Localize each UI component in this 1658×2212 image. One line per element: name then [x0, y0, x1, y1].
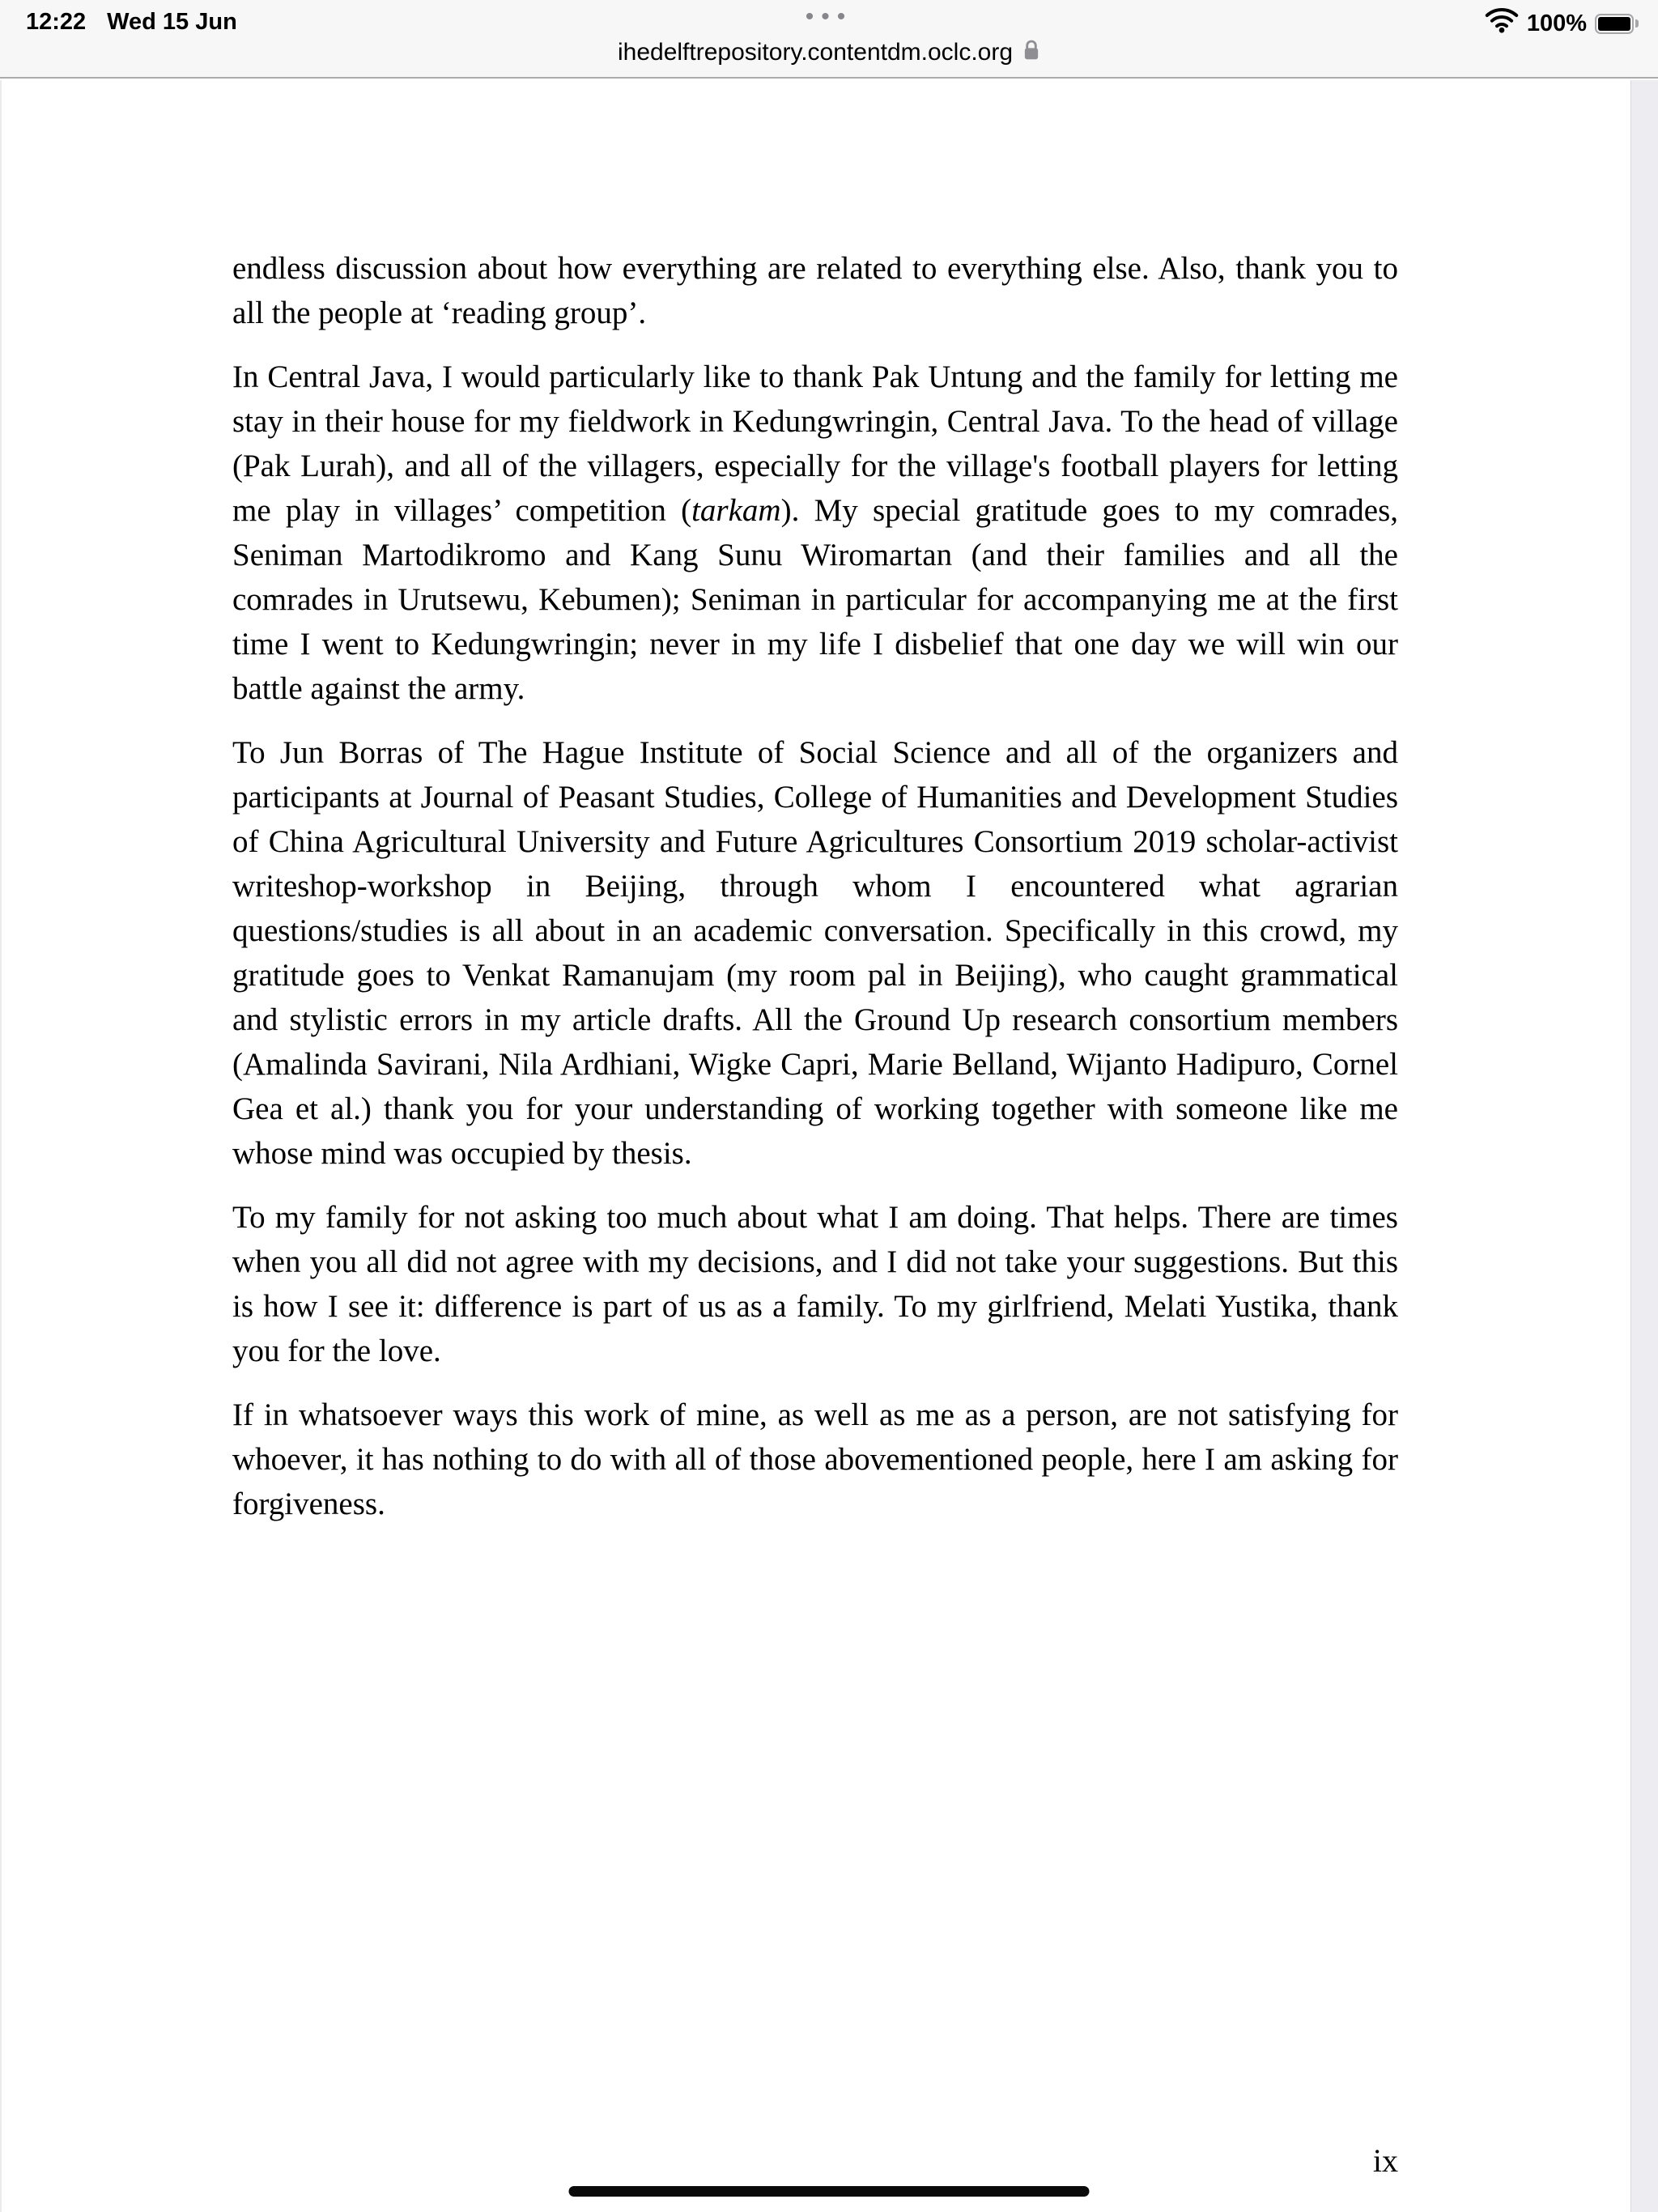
paragraph-segment: ). My special gratitude goes to my comrades, Seniman Martodikromo and Kang Sunu Wiromartan (and their families and all the comrades in Urutsewu, Kebumen); Seniman in particular for accompanying me at the first time I went to Kedungwringin; never in my life I disbelief that one day we will win our battle against the army.	[232, 493, 1398, 706]
page-number: ix	[1372, 2142, 1398, 2179]
status-date: Wed 15 Jun	[107, 9, 237, 35]
paragraph: To Jun Borras of The Hague Institute of Social Science and all of the organizers and participants at Journal of Peasant Studies, College of Humanities and Development Studies of China Agricultural University and Future Agricultures Consortium 2019 scholar-activist writeshop-workshop in Beijing, through whom I encountered what agrarian questions/studies is all about in an academic conversation. Specifically in this crowd, my gratitude goes to Venkat Ramanujam (my room pal in Beijing), who caught grammatical and stylistic errors in my article drafts. All the Ground Up research consortium members (Amalinda Savirani, Nila Ardhiani, Wigke Capri, Marie Belland, Wijanto Hadipuro, Cornel Gea et al.) thank you for your understanding of working together with someone like me whose mind was occupied by thesis.	[232, 735, 1398, 1171]
paragraph: To my family for not asking too much about what I am doing. That helps. There are times when you all did not agree with my decisions, and I did not take your suggestions. But this is how I see it: difference is part of us as a family. To my girlfriend, Melati Yustika, thank you for the love.	[232, 1200, 1398, 1368]
lock-icon	[1022, 38, 1040, 69]
status-time: 12:22	[26, 9, 87, 35]
battery-percent: 100%	[1526, 10, 1587, 36]
pdf-page[interactable]	[0, 80, 1658, 2212]
paragraph: If in whatsoever ways this work of mine, as well as me as a person, are not satisfying for whoever, it has nothing to do with all of those abovementioned people, here I am asking for forgiveness.	[232, 1397, 1398, 1521]
page-left-edge	[0, 80, 2, 2212]
status-right	[1485, 7, 1639, 40]
paragraph	[232, 355, 1398, 711]
viewer-gutter	[1630, 80, 1658, 2212]
tab-overflow-dots-button[interactable]: •••	[805, 3, 853, 30]
browser-chrome	[0, 0, 1658, 79]
paragraph: endless discussion about how everything are related to everything else. Also, thank you to all the people at ‘reading group’.	[232, 251, 1398, 330]
battery-icon	[1595, 14, 1639, 34]
paragraph-segment: In Central Java, I would particularly like to thank Pak Untung and the family for letting me stay in their house for my fieldwork in Kedungwringin, Central Java. To the head of village (Pak Lurah), and all of the villagers, especially for the village's football players for letting me play in villages’ competition (	[232, 359, 1398, 528]
italic-term: tarkam	[691, 493, 781, 528]
url-text[interactable]: ihedelftrepository.contentdm.oclc.org	[617, 38, 1014, 66]
home-indicator[interactable]	[569, 2186, 1090, 2197]
acknowledgements-text	[232, 246, 1398, 1526]
wifi-icon	[1485, 7, 1519, 40]
status-left	[26, 9, 237, 36]
url-bar[interactable]	[0, 36, 1658, 69]
